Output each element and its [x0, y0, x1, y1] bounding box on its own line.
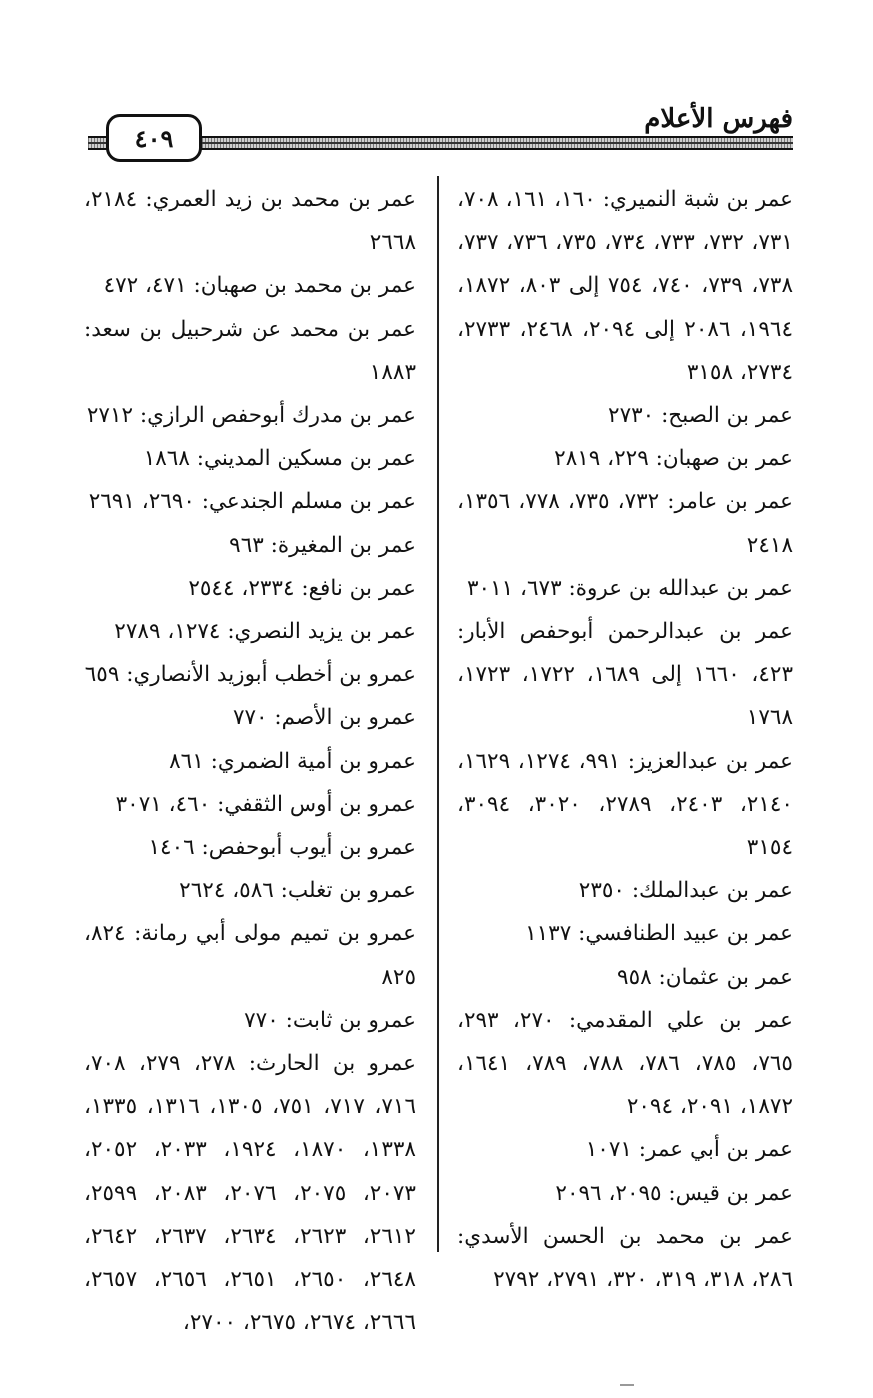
index-entry: عمر بن يزيد النصري: ١٢٧٤، ٢٧٨٩	[114, 619, 416, 645]
index-entry: عمرو بن الحارث: ٢٧٨، ٢٧٩، ٧٠٨، ٧١٦، ٧١٧، ٧٥١، ١٣٠٥، ١٣١٦، ١٣٣٥، ١٣٣٨، ١٨٧٠، ١٩٢٤، ٢٠٣٣، ٢٠٥٢، ٢٠٧٣، ٢٠٧٥، ٢٠٧٦، ٢٠٨٣، ٢٥٩٩، ٢٦١٢، ٢٦٢٣، ٢٦٣٤، ٢٦٣٧، ٢٦٤٢، ٢٦٤٨، ٢٦٥٠، ٢٦٥١، ٢٦٥٦، ٢٦٥٧، ٢٦٦٦، ٢٦٧٤، ٢٦٧٥، ٢٧٠٠،	[84, 1051, 417, 1336]
index-entry: عمر بن شبة النميري: ١٦٠، ١٦١، ٧٠٨، ٧٣١، ٧٣٢، ٧٣٣، ٧٣٤، ٧٣٥، ٧٣٦، ٧٣٧، ٧٣٨، ٧٣٩، ٧٤٠، ٧٥٤ إلى ٨٠٣، ١٨٧٢، ١٩٦٤، ٢٠٨٦ إلى ٢٠٩٤، ٢٤٦٨، ٢٧٣٣، ٢٧٣٤، ٣١٥٨	[457, 187, 794, 385]
index-entry: عمر بن عامر: ٧٣٢، ٧٣٥، ٧٧٨، ١٣٥٦، ٢٤١٨	[457, 489, 793, 558]
index-entry: عمر بن قيس: ٢٠٩٥، ٢٠٩٦	[555, 1180, 793, 1206]
index-entry: عمرو بن ثابت: ٧٧٠	[244, 1007, 416, 1033]
index-entry: عمر بن مسكين المديني: ١٨٦٨	[143, 446, 416, 472]
page-header	[0, 0, 873, 170]
index-entry: عمر بن المغيرة: ٩٦٣	[229, 532, 416, 558]
index-entry: عمر بن محمد عن شرحبيل بن سعد: ١٨٨٣	[84, 316, 416, 385]
index-entry: عمرو بن أوس الثقفي: ٤٦٠، ٣٠٧١	[115, 791, 416, 817]
index-entry: عمر بن عثمان: ٩٥٨	[617, 964, 793, 990]
index-entry: عمر بن عبيد الطنافسي: ١١٣٧	[525, 921, 793, 947]
index-entry: عمر بن محمد بن صهبان: ٤٧١، ٤٧٢	[103, 273, 416, 299]
index-entry: عمر بن مسلم الجندعي: ٢٦٩٠، ٢٦٩١	[88, 489, 416, 515]
footer-mark	[620, 1384, 634, 1386]
index-entry: عمرو بن أمية الضمري: ٨٦١	[169, 748, 416, 774]
index-entry: عمر بن محمد بن زيد العمري: ٢١٨٤، ٢٦٦٨	[84, 187, 416, 256]
index-entry: عمر بن عبدالعزيز: ٩٩١، ١٢٧٤، ١٦٢٩، ٢١٤٠، ٢٤٠٣، ٢٧٨٩، ٣٠٢٠، ٣٠٩٤، ٣١٥٤	[457, 748, 793, 861]
index-entry: عمرو بن تغلب: ٥٨٦، ٢٦٢٤	[179, 878, 416, 904]
index-entry: عمرو بن أخطب أبوزيد الأنصاري: ٦٥٩	[84, 662, 416, 688]
index-entry: عمر بن علي المقدمي: ٢٧٠، ٢٩٣، ٧٦٥، ٧٨٥، ٧٨٦، ٧٨٨، ٧٨٩، ١٦٤١، ١٨٧٢، ٢٠٩١، ٢٠٩٤	[457, 1007, 793, 1120]
index-entry: عمر بن عبدالرحمن أبوحفص الأبار: ٤٢٣، ١٦٦٠ إلى ١٦٨٩، ١٧٢٢، ١٧٢٣، ١٧٦٨	[457, 619, 794, 731]
index-entry: عمر بن أبي عمر: ١٠٧١	[585, 1137, 793, 1163]
index-entry: عمر بن عبدالله بن عروة: ٦٧٣، ٣٠١١	[467, 575, 793, 601]
index-entry: عمر بن محمد بن الحسن الأسدي: ٢٨٦، ٣١٨، ٣١٩، ٣٢٠، ٢٧٩١، ٢٧٩٢	[457, 1223, 793, 1293]
index-entry: عمر بن نافع: ٢٣٣٤، ٢٥٤٤	[188, 575, 416, 601]
page-number: ٤٠٩	[106, 114, 202, 162]
index-entry: عمرو بن أيوب أبوحفص: ١٤٠٦	[148, 835, 416, 861]
index-entry: عمر بن الصبح: ٢٧٣٠	[608, 403, 793, 429]
page-title: فهرس الأعلام	[644, 104, 793, 134]
index-entry: عمر بن مدرك أبوحفص الرازي: ٢٧١٢	[86, 403, 416, 429]
index-entry: عمرو بن الأصم: ٧٧٠	[232, 705, 416, 731]
index-column-right	[457, 178, 793, 1301]
index-entry: عمرو بن تميم مولى أبي رمانة: ٨٢٤، ٨٢٥	[84, 921, 416, 990]
index-entry: عمر بن عبدالملك: ٢٣٥٠	[578, 878, 793, 904]
column-divider	[437, 176, 439, 1252]
index-column-left	[84, 178, 416, 1344]
index-entry: عمر بن صهبان: ٢٢٩، ٢٨١٩	[554, 446, 793, 472]
